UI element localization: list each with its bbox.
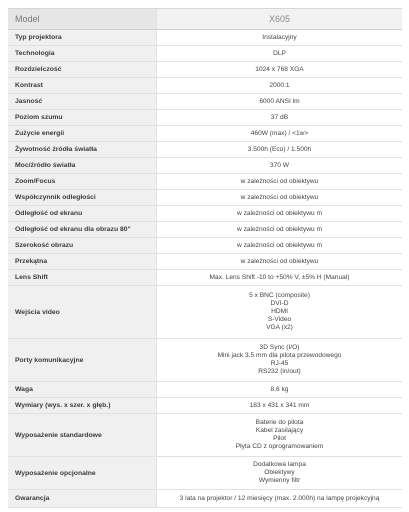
spec-value-line: w zależności od obiektywu xyxy=(240,257,319,265)
table-row xyxy=(8,126,402,142)
spec-value xyxy=(156,46,402,61)
spec-value xyxy=(156,190,402,205)
spec-value-line: Baterie do pilota xyxy=(255,419,304,426)
spec-value-line: 1024 x 768 XGA xyxy=(255,65,304,73)
spec-value-line: w zależności od obiektywu xyxy=(240,193,319,201)
table-row xyxy=(8,339,402,382)
spec-label: Technologia xyxy=(8,46,156,61)
spec-value xyxy=(156,339,402,381)
table-row xyxy=(8,46,402,62)
table-row xyxy=(8,158,402,174)
spec-value-line: 6000 ANSI lm xyxy=(259,97,300,105)
spec-label: Wejścia video xyxy=(8,286,156,338)
spec-value-line: 370 W xyxy=(269,161,290,169)
spec-label: Wymiary (wys. x szer. x głęb.) xyxy=(8,398,156,413)
table-row xyxy=(8,457,402,490)
spec-label: Odległość od ekranu xyxy=(8,206,156,221)
spec-rows xyxy=(8,30,402,508)
spec-value-line: w zależności od obiektywu m xyxy=(236,225,323,233)
table-row xyxy=(8,238,402,254)
spec-value xyxy=(156,142,402,157)
header-model-label: Model xyxy=(8,9,156,29)
table-header-row xyxy=(8,9,402,30)
table-row xyxy=(8,78,402,94)
spec-value xyxy=(156,62,402,77)
table-row xyxy=(8,398,402,414)
spec-value-line: Obiektywy xyxy=(264,469,295,476)
spec-value-line: Instalacyjny xyxy=(262,33,297,41)
table-row xyxy=(8,190,402,206)
spec-value xyxy=(156,238,402,253)
spec-value-line: HDMI xyxy=(271,308,288,315)
spec-value-line: 8.6 kg xyxy=(270,385,289,393)
spec-value xyxy=(156,110,402,125)
table-row xyxy=(8,30,402,46)
spec-value xyxy=(156,414,402,456)
spec-value-line: S-Video xyxy=(267,316,292,323)
spec-value-line: 5 x BNC (composite) xyxy=(249,292,310,299)
spec-value xyxy=(156,222,402,237)
spec-label: Współczynnik odległości xyxy=(8,190,156,205)
spec-label: Rozdzielczość xyxy=(8,62,156,77)
spec-label: Zoom/Focus xyxy=(8,174,156,189)
spec-value xyxy=(156,30,402,45)
header-model-value: X605 xyxy=(156,9,402,29)
spec-label: Lens Shift xyxy=(8,270,156,285)
table-row xyxy=(8,174,402,190)
spec-label: Zużycie energii xyxy=(8,126,156,141)
spec-value-line: Wymienny filtr xyxy=(258,477,301,484)
spec-value xyxy=(156,270,402,285)
spec-label: Wyposażenie standardowe xyxy=(8,414,156,456)
spec-value xyxy=(156,254,402,269)
spec-label: Wyposażenie opcjonalne xyxy=(8,457,156,489)
spec-value-line: 37 dB xyxy=(270,113,289,121)
spec-value-line: Dodatkowa lampa xyxy=(253,461,306,468)
spec-value xyxy=(156,490,402,507)
spec-value xyxy=(156,126,402,141)
spec-label: Żywotność źródła światła xyxy=(8,142,156,157)
table-row xyxy=(8,94,402,110)
table-row xyxy=(8,382,402,398)
spec-value xyxy=(156,286,402,338)
spec-value-line: w zależności od obiektywu m xyxy=(236,241,323,249)
spec-value-line: 183 x 431 x 341 mm xyxy=(249,401,310,409)
spec-value-line: DVI-D xyxy=(270,300,289,307)
table-row xyxy=(8,206,402,222)
spec-value-line: 460W (max) / <1w> xyxy=(250,129,309,137)
table-row xyxy=(8,110,402,126)
spec-label: Kontrast xyxy=(8,78,156,93)
spec-label: Gwarancja xyxy=(8,490,156,507)
table-row xyxy=(8,62,402,78)
spec-label: Typ projektora xyxy=(8,30,156,45)
spec-value-line: w zależności od obiektywu xyxy=(240,177,319,185)
table-row xyxy=(8,490,402,508)
table-row xyxy=(8,222,402,238)
spec-value-line: w zależności od obiektywu m xyxy=(236,209,323,217)
spec-value-line: RJ-45 xyxy=(270,360,289,367)
spec-value-line: VGA (x2) xyxy=(266,324,293,331)
spec-value-line: RS232 (in/out) xyxy=(258,368,301,375)
table-row xyxy=(8,286,402,339)
table-row xyxy=(8,270,402,286)
table-row xyxy=(8,254,402,270)
spec-label: Odległość od ekranu dla obrazu 80" xyxy=(8,222,156,237)
spec-value-line: DLP xyxy=(273,49,286,57)
spec-value-line: 3.500h (Eco) / 1.500h xyxy=(247,145,312,153)
spec-value xyxy=(156,94,402,109)
spec-value-line: 3 lata na projektor / 12 miesięcy (max. 2.000h) na lampę projekcyjną xyxy=(179,494,380,502)
spec-label: Przekątna xyxy=(8,254,156,269)
table-row xyxy=(8,142,402,158)
spec-value-line: 2000:1 xyxy=(269,81,290,89)
spec-label: Szerokość obrazu xyxy=(8,238,156,253)
spec-value xyxy=(156,158,402,173)
spec-value-line: Pilot xyxy=(273,435,286,442)
spec-value xyxy=(156,78,402,93)
spec-value-line: Kabel zasilający xyxy=(255,427,304,434)
spec-label: Jasność xyxy=(8,94,156,109)
spec-table xyxy=(8,8,402,508)
spec-value xyxy=(156,398,402,413)
spec-value xyxy=(156,457,402,489)
spec-value xyxy=(156,206,402,221)
spec-label: Moc/źródło światła xyxy=(8,158,156,173)
spec-value-line: 3D Sync (I/O) xyxy=(259,344,300,351)
spec-value xyxy=(156,382,402,397)
spec-label: Waga xyxy=(8,382,156,397)
spec-value-line: Max. Lens Shift -10 to +50% V, ±5% H (Manual) xyxy=(209,273,350,281)
spec-value-line: Mini jack 3.5 mm dla pilota przewodowego xyxy=(217,352,342,359)
spec-label: Poziom szumu xyxy=(8,110,156,125)
table-row xyxy=(8,414,402,457)
spec-value-line: Płyta CD z oprogramowaniem xyxy=(235,443,324,450)
spec-label: Porty komunikacyjne xyxy=(8,339,156,381)
spec-value xyxy=(156,174,402,189)
